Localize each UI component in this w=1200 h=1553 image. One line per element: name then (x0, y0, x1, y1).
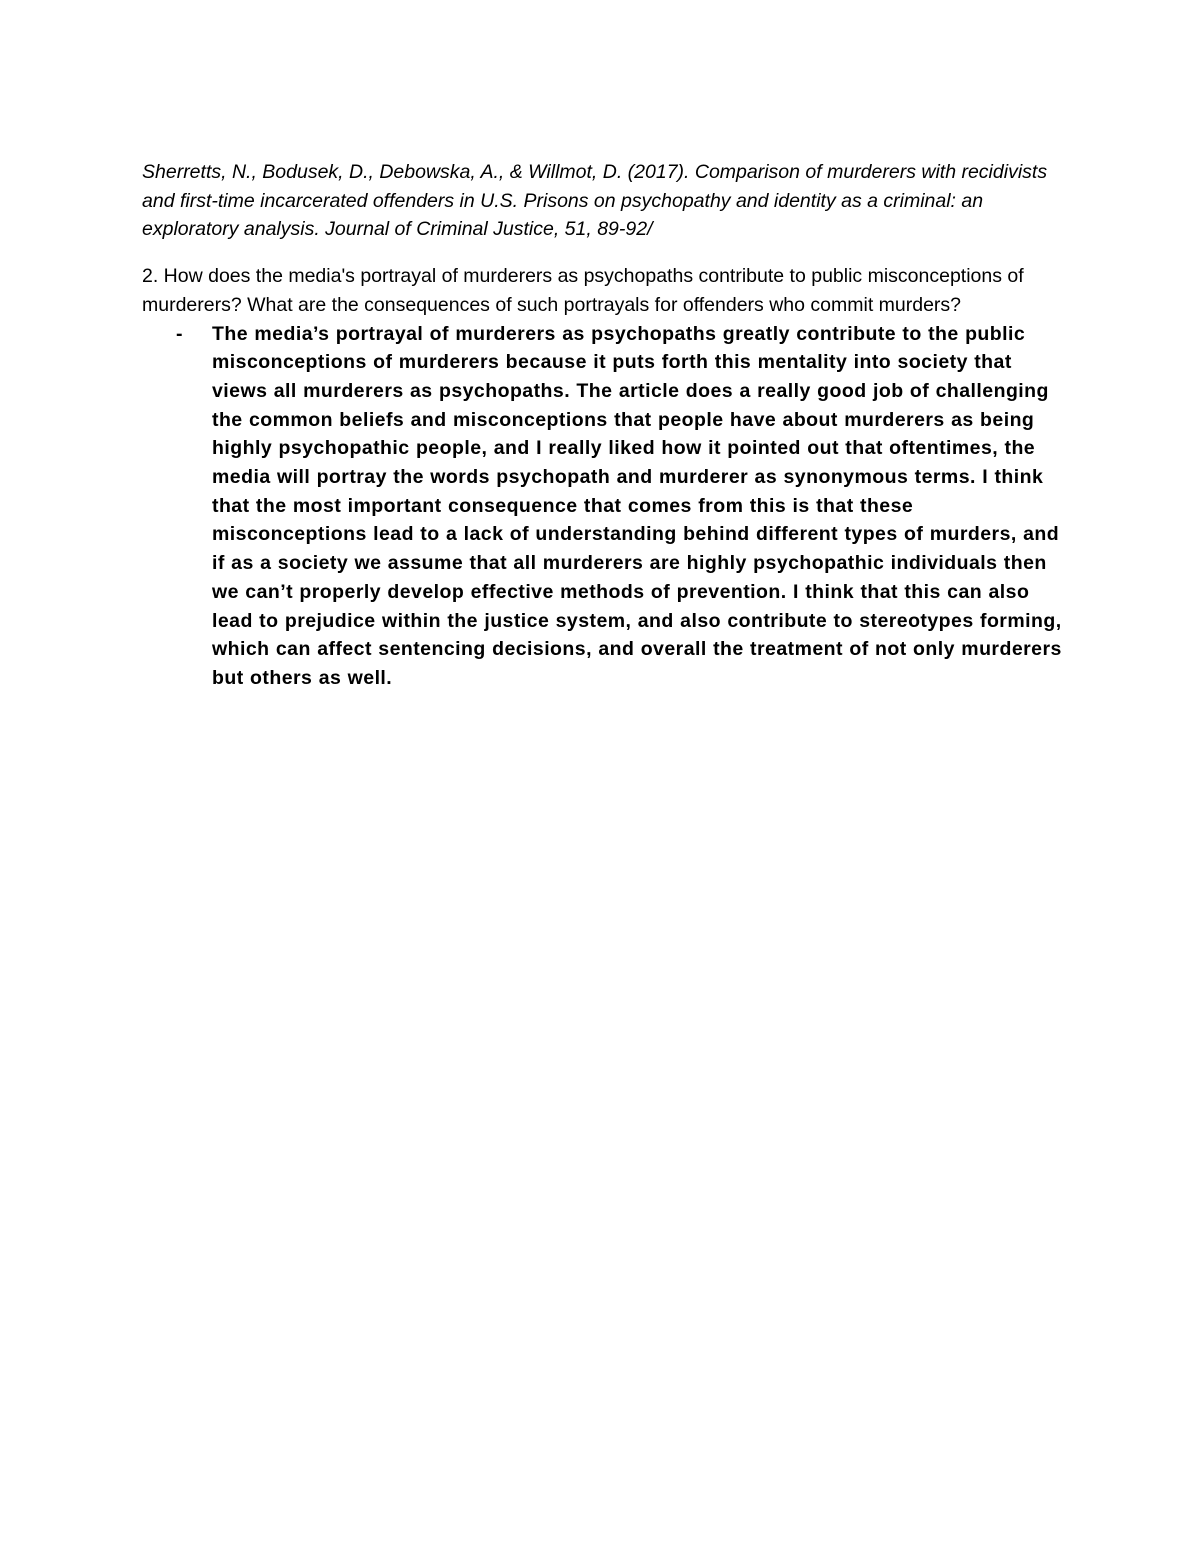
answer-list-item (142, 320, 1062, 693)
reference-citation: Sherretts, N., Bodusek, D., Debowska, A., & Willmot, D. (2017). Comparison of murderers with recidivists and first-time incarcerated offenders in U.S. Prisons on psychopathy and identity as a criminal: an exploratory analysis. Journal of Criminal Justice, 51, 89-92/ (142, 161, 1048, 241)
document-body (142, 158, 1062, 693)
discussion-question: 2. How does the media's portrayal of murderers as psychopaths contribute to public misconceptions of murderers? What are the consequences of such portrayals for offenders who commit murders? (142, 265, 1024, 316)
bullet-marker: - (176, 322, 183, 345)
answer-text: The media’s portrayal of murderers as psychopaths greatly contribute to the public misconceptions of murderers because it puts forth this mentality into society that views all murderers as psychopaths. The article does a really good job of challenging the common beliefs and misconceptions that people have about murderers as being highly psychopathic people, and I really liked how it pointed out that oftentimes, the media will portray the words psychopath and murderer as synonymous terms. I think that the most important consequence that comes from this is that these misconceptions lead to a lack of understanding behind different types of murders, and if as a society we assume that all murderers are highly psychopathic individuals then we can’t properly develop effective methods of prevention. I think that this can also lead to prejudice within the justice system, and also contribute to stereotypes forming, which can affect sentencing decisions, and overall the treatment of not only murderers but others as well. (212, 322, 1062, 689)
